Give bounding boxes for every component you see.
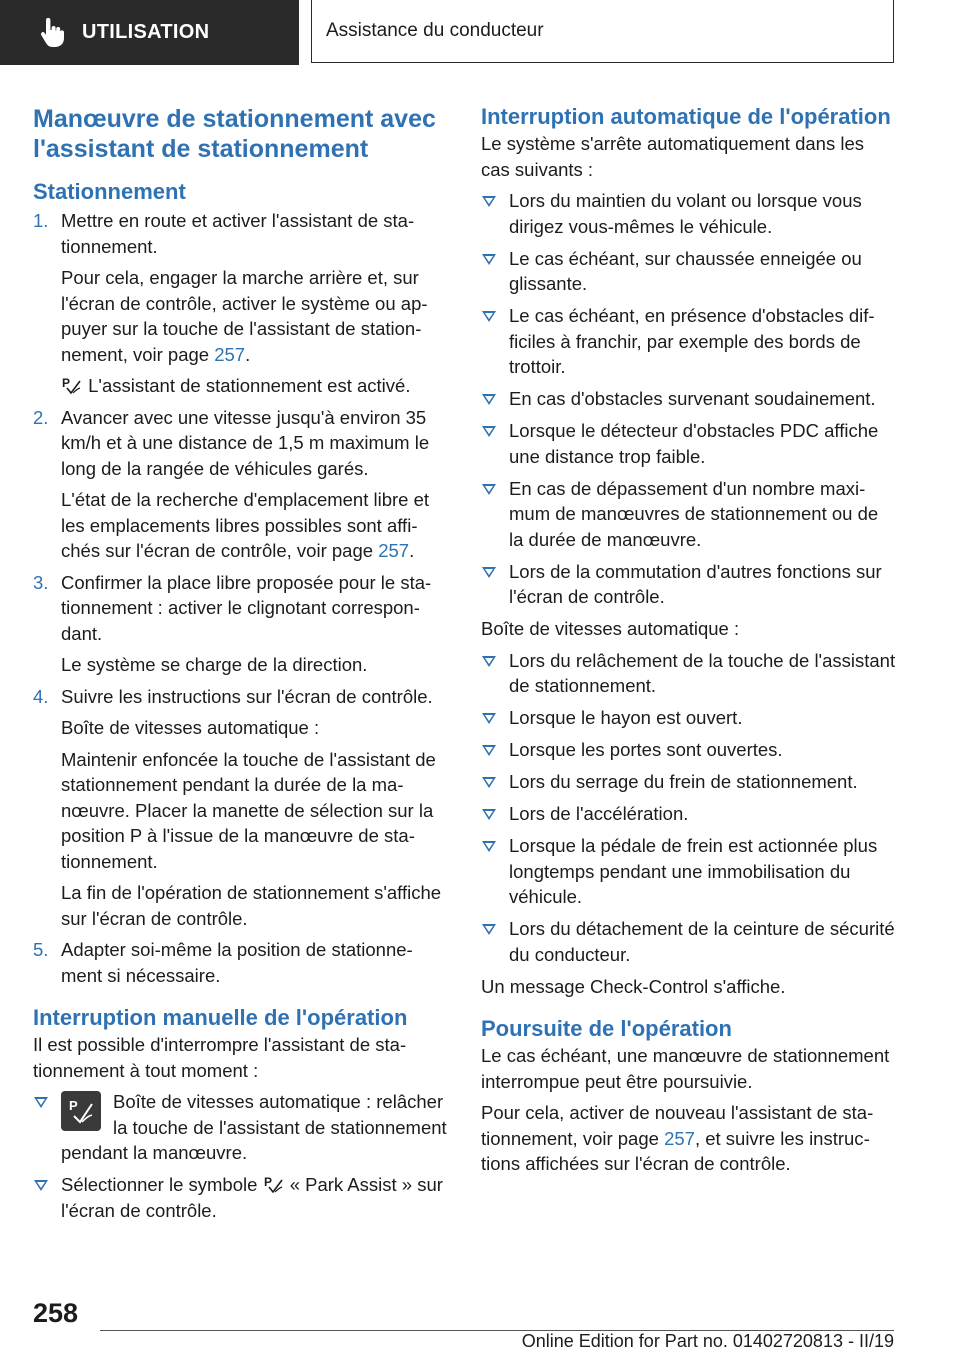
- gear-bullets: [481, 648, 897, 968]
- step-detail: Boîte de vitesses automatique :: [61, 717, 320, 738]
- step-number: 3.: [33, 571, 49, 593]
- bullet-triangle-icon: [482, 713, 496, 724]
- step-text: Adapter soi-même la position de stationnement si nécessaire.: [61, 939, 413, 986]
- list-item: [33, 1089, 447, 1166]
- step-text: Confirmer la place libre proposée pour le stationnement : activer le clignotant correspondant.: [61, 571, 432, 644]
- bullet-text: Lors du détachement de la ceinture de sécurité du conducteur.: [509, 918, 895, 965]
- manual-bullets: [33, 1089, 447, 1223]
- step-text: Suivre les instructions sur l'écran de contrôle.: [61, 685, 433, 707]
- header-title-box: [311, 0, 894, 63]
- right-column: [481, 100, 897, 1183]
- bullet-text: Lors du relâchement de la touche de l'assistant de stationnement.: [509, 649, 896, 696]
- step-detail: [61, 265, 447, 367]
- bullet-text: Lorsque les portes sont ouvertes.: [509, 739, 783, 760]
- bullet-text: Lors du serrage du frein de stationnement.: [509, 771, 858, 792]
- list-item: [481, 559, 897, 610]
- bullet-text: Lors du maintien du volant ou lorsque vous dirigez vous-mêmes le véhicule.: [509, 190, 862, 237]
- step-number: 1.: [33, 210, 49, 231]
- bullet-text: Boîte de vitesses automatique : relâcher la touche de l'assistant de stationnement pendant la manœuvre.: [61, 1091, 447, 1163]
- page-link[interactable]: 257: [664, 1127, 695, 1149]
- step-detail-text: L'état de la recherche d'emplacement libre et les emplacements libres possibles sont affichés sur l'écran de contrôle, voir page: [61, 489, 430, 561]
- auto-bullets: [481, 188, 897, 610]
- step-status: [61, 373, 447, 399]
- bullet-text: Lorsque la pédale de frein est actionnée plus longtemps pendant une immobilisation du véhicule.: [509, 835, 878, 907]
- bullet-text: Lors de l'accélération.: [509, 803, 689, 824]
- list-item: [481, 648, 897, 699]
- page-link[interactable]: 257: [214, 343, 246, 365]
- status-text: L'assistant de stationnement est activé.: [88, 375, 411, 396]
- left-column: [33, 100, 447, 1230]
- step-detail: Le système se charge de la direction.: [61, 654, 368, 675]
- park-assist-icon: [263, 1174, 285, 1194]
- list-item: [481, 705, 897, 731]
- step-text: Mettre en route et activer l'assistant de stationnement.: [61, 210, 415, 257]
- page-link[interactable]: 257: [378, 540, 410, 561]
- svg-text:P: P: [263, 1175, 272, 1189]
- bullet-text: En cas de dépassement d'un nombre maximum de manœuvres de stationnement ou de la durée de manœuvre.: [509, 477, 879, 550]
- list-item: [481, 188, 897, 239]
- bullet-triangle-icon: [482, 254, 496, 265]
- subheading-automatic-interruption: Interruption automatique de l'opération: [481, 104, 891, 129]
- bullet-text: En cas d'obstacles survenant soudainement.: [509, 388, 876, 409]
- bullet-triangle-icon: [482, 426, 496, 437]
- bullet-text: Lorsque le hayon est ouvert.: [509, 707, 743, 728]
- step-number: 4.: [33, 685, 49, 707]
- bullet-triangle-icon: [482, 777, 496, 788]
- step-item: [33, 937, 447, 988]
- bullet-text: Le cas échéant, sur chaussée enneigée ou glissante.: [509, 247, 862, 294]
- park-assist-icon: [61, 375, 83, 395]
- bullet-triangle-icon: [482, 924, 496, 935]
- bullet-triangle-icon: [482, 567, 496, 578]
- manual-intro: Il est possible d'interrompre l'assistant de stationnement à tout moment :: [33, 1034, 407, 1081]
- check-control-message: Un message Check-Control s'affiche.: [481, 975, 786, 997]
- bullet-triangle-icon: [482, 311, 496, 322]
- step-detail: La fin de l'opération de stationnement s'affiche sur l'écran de contrôle.: [61, 882, 442, 929]
- bullet-text: Sélectionner le symbole: [61, 1174, 263, 1195]
- step-item: [33, 405, 447, 564]
- list-item: [481, 833, 897, 910]
- bullet-triangle-icon: [482, 484, 496, 495]
- bullet-triangle-icon: [34, 1097, 48, 1108]
- bullet-triangle-icon: [482, 656, 496, 667]
- step-item: [33, 570, 447, 678]
- bullet-text-end: « Park Assist » sur l'écran de contrôle.: [61, 1174, 443, 1221]
- bullet-text: Lorsque le détecteur d'obstacles PDC affiche une distance trop faible.: [509, 420, 879, 467]
- step-text: Avancer avec une vitesse jusqu'à environ 35 km/h et à une distance de 1,5 m maximum le long de la rangée de véhicules garés.: [61, 406, 430, 479]
- list-item: [481, 801, 897, 827]
- continue-text: Le cas échéant, une manœuvre de stationnement interrompue peut être poursuivie.: [481, 1045, 890, 1092]
- step-item: [33, 208, 447, 399]
- subheading-parking: Stationnement: [33, 179, 186, 204]
- parking-steps-list: [33, 208, 447, 988]
- step-detail-end: .: [245, 343, 251, 365]
- bullet-triangle-icon: [482, 809, 496, 820]
- subheading-continue-operation: Poursuite de l'opération: [481, 1016, 732, 1041]
- list-item: [481, 246, 897, 297]
- list-item: [481, 386, 897, 412]
- hand-pointer-icon: [38, 18, 68, 48]
- bullet-triangle-icon: [482, 745, 496, 756]
- list-item: [481, 303, 897, 380]
- footer-edition: Online Edition for Part no. 01402720813 - II/19: [521, 1331, 894, 1351]
- step-detail: [61, 487, 447, 564]
- section-heading-parking-maneuver: Manœuvre de stationnement avec l'assistant de stationnement: [33, 105, 436, 163]
- page-number: 258: [33, 1298, 79, 1328]
- bullet-triangle-icon: [34, 1180, 48, 1191]
- bullet-triangle-icon: [482, 841, 496, 852]
- step-item: [33, 684, 447, 932]
- step-detail-text: Pour cela, engager la marche arrière et, sur l'écran de contrôle, activer le système ou appuyer sur la touche de l'assistant de stationnement, voir page: [61, 267, 428, 365]
- header-section-tab: [0, 0, 299, 65]
- continue-text-end: , et suivre les instructions affichées sur l'écran de contrôle.: [481, 1127, 870, 1174]
- step-number: 5.: [33, 939, 49, 960]
- list-item: [33, 1172, 447, 1223]
- svg-text:P: P: [62, 376, 71, 390]
- list-item: [481, 916, 897, 967]
- park-assist-button-icon: [61, 1091, 101, 1131]
- step-detail: Maintenir enfoncée la touche de l'assistant de stationnement pendant la durée de la manœuvre. Placer la manette de sélection sur la position P à l'issue de la manœuvre de stationnement.: [61, 748, 436, 872]
- list-item: [481, 769, 897, 795]
- svg-text:P: P: [69, 1098, 78, 1113]
- bullet-triangle-icon: [482, 394, 496, 405]
- auto-intro: Le système s'arrête automatiquement dans les cas suivants :: [481, 133, 864, 180]
- step-detail-end: .: [409, 540, 415, 561]
- bullet-text: Lors de la commutation d'autres fonctions sur l'écran de contrôle.: [509, 560, 882, 607]
- header-section-label: UTILISATION: [82, 21, 210, 43]
- bullet-text: Le cas échéant, en présence d'obstacles difficiles à franchir, par exemple des bords de trottoir.: [509, 305, 875, 377]
- list-item: [481, 476, 897, 553]
- bullet-triangle-icon: [482, 196, 496, 207]
- list-item: [481, 418, 897, 469]
- list-item: [481, 737, 897, 763]
- step-number: 2.: [33, 406, 49, 428]
- continue-instructions: [481, 1100, 897, 1177]
- gear-intro: Boîte de vitesses automatique :: [481, 618, 740, 639]
- header-title: Assistance du conducteur: [326, 20, 544, 41]
- continue-text-start: Pour cela, activer de nouveau l'assistant de stationnement, voir page: [481, 1102, 874, 1149]
- subheading-manual-interruption: Interruption manuelle de l'opération: [33, 1005, 408, 1030]
